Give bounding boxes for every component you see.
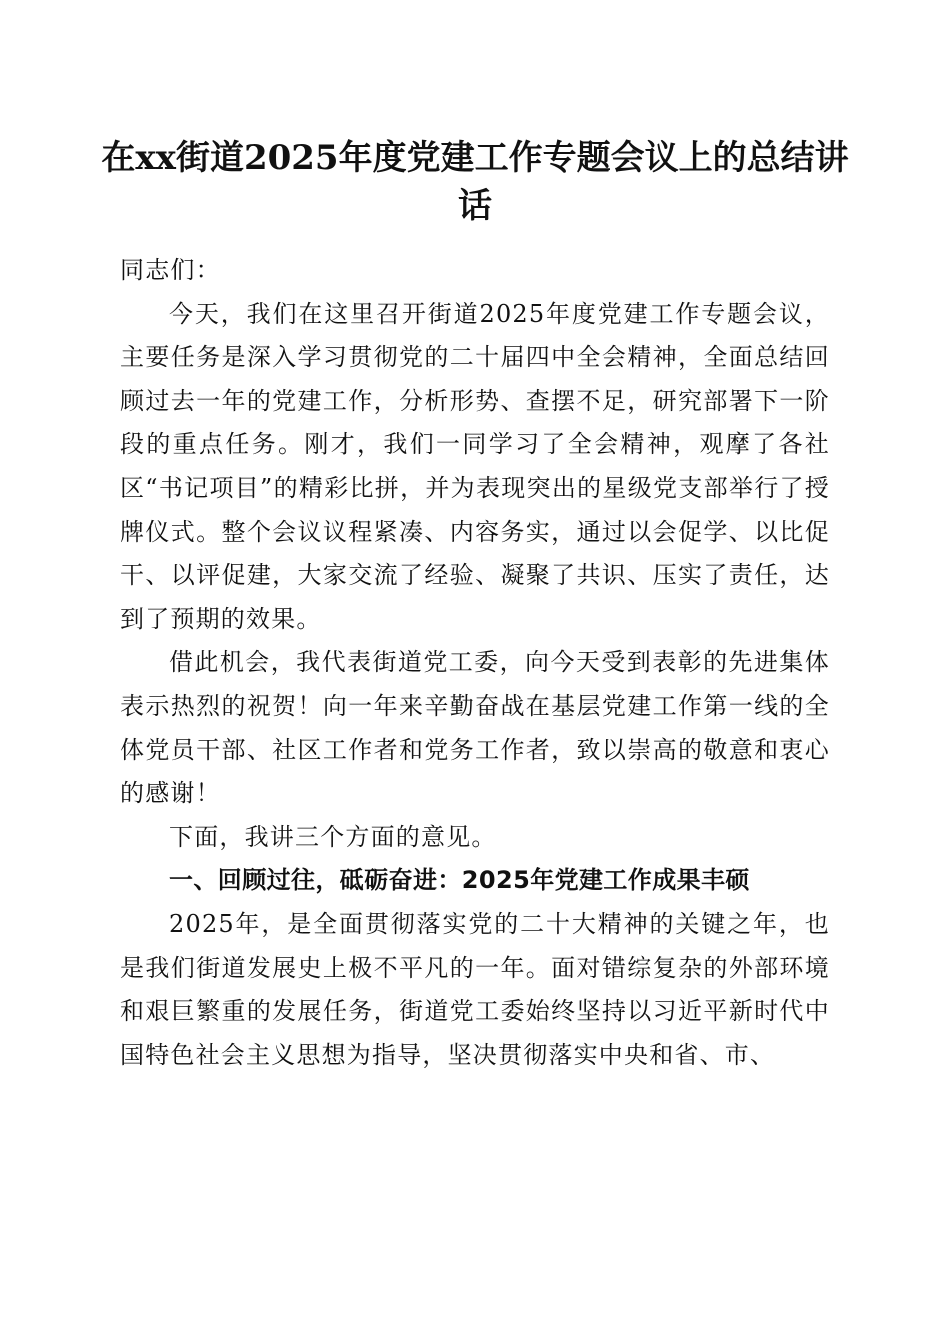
paragraph-thanks: 借此机会，我代表街道党工委，向今天受到表彰的先进集体表示热烈的祝贺！向一年来辛勤奋战在基层党建工作第一线的全体党员干部、社区工作者和党务工作者，致以崇高的敬意和衷心的感谢！ [120,648,830,808]
document-title: 在xx街道2025年度党建工作专题会议上的总结讲话 [101,138,849,226]
section-heading: 一、回顾过往，砥砺奋进：2025年党建工作成果丰硕 [169,866,750,895]
document-body [120,249,830,1077]
paragraph-transition: 下面，我讲三个方面的意见。 [169,822,497,851]
paragraph-opening: 今天，我们在这里召开街道2025年度党建工作专题会议，主要任务是深入学习贯彻党的二十届四中全会精神，全面总结回顾过去一年的党建工作，分析形势、查摆不足，研究部署下一阶段的重点任务。刚才，我们一同学习了全会精神，观摩了各社区“书记项目”的精彩比拼，并为表现突出的星级党支部举行了授牌仪式。整个会议议程紧凑、内容务实，通过以会促学、以比促干、以评促建，大家交流了经验、凝聚了共识、压实了责任，达到了预期的效果。 [120,299,830,633]
salutation: 同志们： [120,256,221,284]
paragraph-section-one: 2025年，是全面贯彻落实党的二十大精神的关键之年，也是我们街道发展史上极不平凡的一年。面对错综复杂的外部环境和艰巨繁重的发展任务，街道党工委始终坚持以习近平新时代中国特色社会主义思想为指导，坚决贯彻落实中央和省、市、 [120,909,830,1069]
